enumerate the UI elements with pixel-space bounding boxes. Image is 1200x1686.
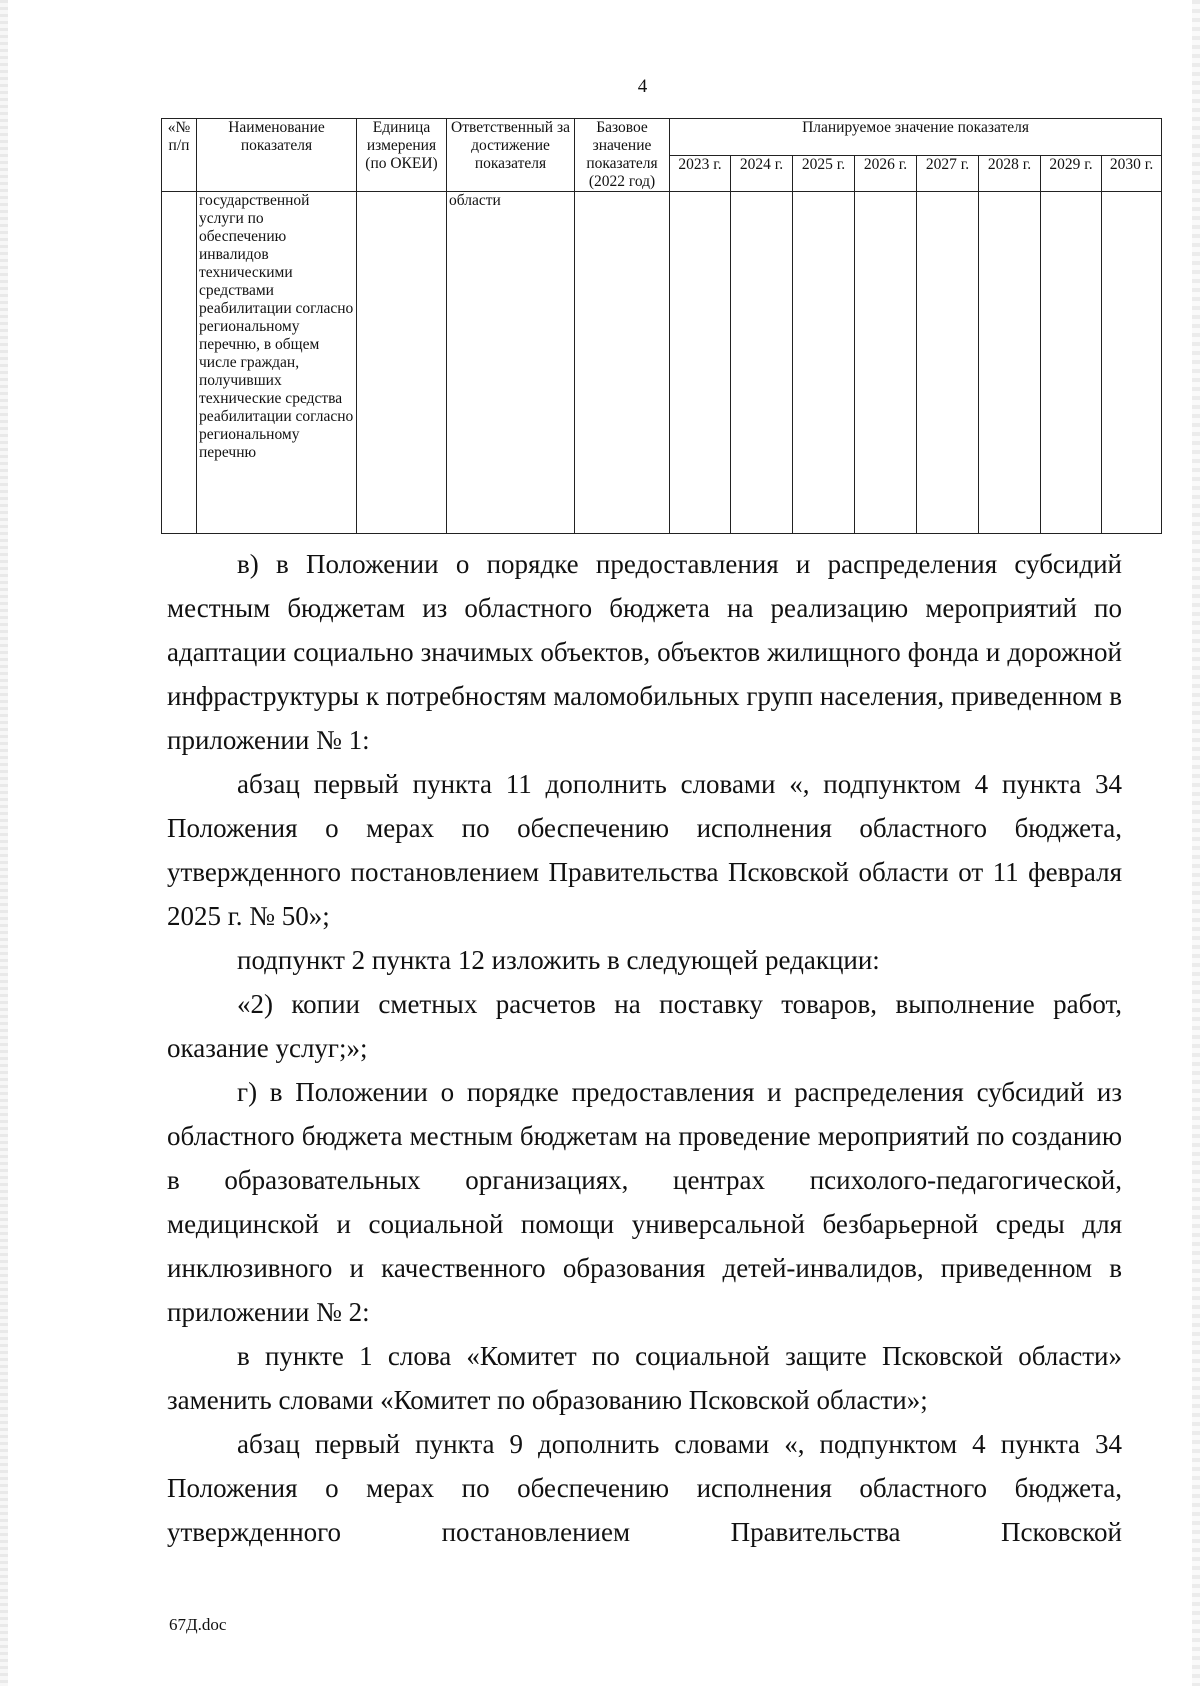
header-unit: Единица измерения (по ОКЕИ) bbox=[357, 119, 447, 192]
cell-year-value bbox=[731, 192, 793, 534]
cell-year-value bbox=[917, 192, 979, 534]
header-year: 2025 г. bbox=[793, 155, 855, 192]
paragraph: в) в Положении о порядке предоставления и распределения субсидий местным бюджетам из областного бюджета на реализацию мероприятий по адаптации социально значимых объектов, объектов жилищного фонда и дорожной инфраструктуры к потребностям маломобильных групп населения, приведенном в приложении № 1: bbox=[167, 549, 1122, 755]
header-base-value: Базовое значение показателя (2022 год) bbox=[575, 119, 670, 192]
cell-indicator-name: государственной услуги по обеспечению инвалидов техническими средствами реабилитации согласно региональному перечню, в общем числе граждан, получивших технические средства реабилитации согласно региональному перечню bbox=[197, 192, 357, 534]
cell-num bbox=[162, 192, 197, 534]
header-year: 2026 г. bbox=[855, 155, 917, 192]
header-planned-value: Планируемое значение показателя bbox=[670, 119, 1162, 156]
header-year: 2029 г. bbox=[1041, 155, 1102, 192]
cell-year-value bbox=[855, 192, 917, 534]
scan-edge-right bbox=[1192, 0, 1200, 1686]
paragraph: подпункт 2 пункта 12 изложить в следующей редакции: bbox=[237, 945, 880, 975]
table-row bbox=[162, 192, 1162, 534]
cell-unit bbox=[357, 192, 447, 534]
header-name: Наименование показателя bbox=[197, 119, 357, 192]
header-responsible: Ответственный за достижение показателя bbox=[447, 119, 575, 192]
header-year: 2023 г. bbox=[670, 155, 731, 192]
document-body bbox=[167, 542, 1122, 1554]
cell-year-value bbox=[1102, 192, 1162, 534]
cell-base-value bbox=[575, 192, 670, 534]
cell-year-value bbox=[670, 192, 731, 534]
footer-filename: 67Д.doc bbox=[169, 1615, 227, 1634]
paragraph: «2) копии сметных расчетов на поставку товаров, выполнение работ, оказание услуг;»; bbox=[167, 989, 1122, 1063]
cell-responsible: области bbox=[447, 192, 575, 534]
paragraph: г) в Положении о порядке предоставления и распределения субсидий из областного бюджета местным бюджетам на проведение мероприятий по созданию в образовательных организациях, центрах психолого-педагогической, медицинской и социальной помощи универсальной безбарьерной среды для инклюзивного и качественного образования детей-инвалидов, приведенном в приложении № 2: bbox=[167, 1077, 1122, 1327]
header-year: 2024 г. bbox=[731, 155, 793, 192]
header-num: «№ п/п bbox=[162, 119, 197, 192]
cell-year-value bbox=[979, 192, 1041, 534]
header-year: 2027 г. bbox=[917, 155, 979, 192]
paragraph: абзац первый пункта 11 дополнить словами «, подпунктом 4 пункта 34 Положения о мерах по обеспечению исполнения областного бюджета, утвержденного постановлением Правительства Псковской области от 11 февраля 2025 г. № 50»; bbox=[167, 769, 1122, 931]
cell-year-value bbox=[793, 192, 855, 534]
page-number: 4 bbox=[637, 76, 648, 97]
paragraph: абзац первый пункта 9 дополнить словами «, подпунктом 4 пункта 34 Положения о мерах по обеспечению исполнения областного бюджета, утвержденного постановлением Правительства Псковской bbox=[167, 1429, 1122, 1547]
header-year: 2028 г. bbox=[979, 155, 1041, 192]
cell-year-value bbox=[1041, 192, 1102, 534]
header-year: 2030 г. bbox=[1102, 155, 1162, 192]
indicator-table bbox=[161, 118, 1162, 534]
paragraph: в пункте 1 слова «Комитет по социальной защите Псковской области» заменить словами «Комитет по образованию Псковской области»; bbox=[167, 1341, 1122, 1415]
scan-edge-left bbox=[0, 0, 8, 1686]
